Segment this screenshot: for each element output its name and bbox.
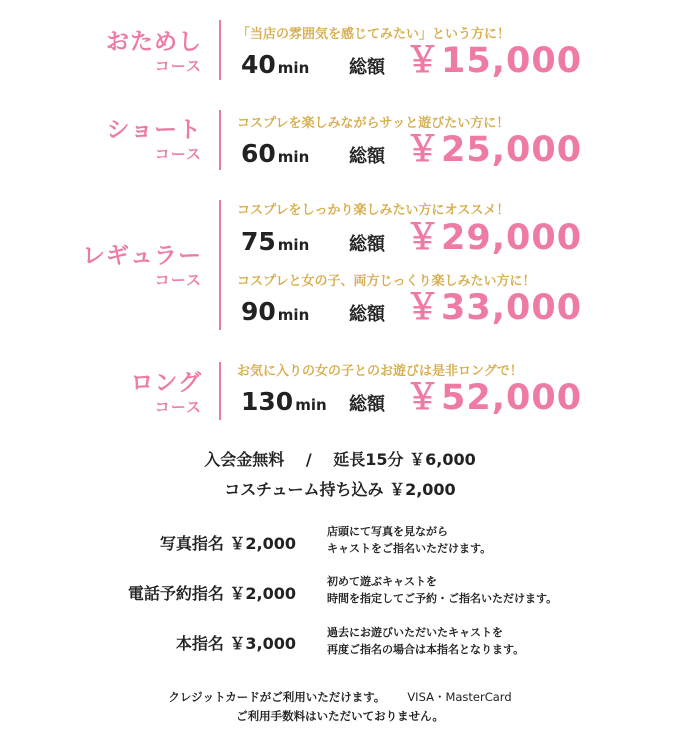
price: ￥33,000 <box>405 288 583 328</box>
duration: 75 min <box>241 227 310 256</box>
course-divider <box>219 20 221 80</box>
course-kind: コース <box>154 398 202 416</box>
duration: 40 min <box>241 50 310 79</box>
course-title <box>106 116 202 164</box>
nomination-phone: 電話予約指名 ￥2,000 <box>127 584 296 603</box>
course-name: ロング <box>130 370 202 396</box>
course-title <box>106 28 202 76</box>
price: ￥25,000 <box>405 130 583 170</box>
extras-line-1: 入会金無料 / 延長15分 ￥6,000 <box>204 450 476 469</box>
course-tagline: 「当店の雰囲気を感じてみたい」という方に！ <box>237 27 511 42</box>
duration: 130 min <box>241 387 327 416</box>
total-label: 総額 <box>349 57 385 78</box>
course-title <box>130 369 202 417</box>
nomination-phone-desc: 初めて遊ぶキャストを 時間を指定してご予約・ご指名いただけます。 <box>327 575 558 605</box>
duration: 90 min <box>241 297 310 326</box>
course-name: レギュラー <box>82 243 202 269</box>
total-label: 総額 <box>349 394 385 415</box>
course-kind: コース <box>154 271 202 289</box>
nomination-regular-desc: 過去にお遊びいただいたキャストを 再度ご指名の場合は本指名となります。 <box>327 626 525 656</box>
course-tagline: コスプレをしっかり楽しみたい方にオススメ！ <box>237 203 510 218</box>
price: ￥15,000 <box>405 41 583 81</box>
course-name: ショート <box>106 117 202 143</box>
total-label: 総額 <box>349 234 385 255</box>
total-label: 総額 <box>349 304 385 325</box>
footer-card: クレジットカードがご利用いただけます。 <box>168 690 386 704</box>
footer-fee: ご利用手数料はいただいておりません。 <box>236 709 444 723</box>
course-divider <box>219 362 221 420</box>
nomination-photo-desc: 店頭にて写真を見ながら キャストをご指名いただけます。 <box>327 525 492 555</box>
course-divider <box>219 200 221 330</box>
extras-line-2: コスチューム持ち込み ￥2,000 <box>224 480 456 499</box>
course-kind: コース <box>154 57 202 75</box>
nomination-regular: 本指名 ￥3,000 <box>175 634 296 653</box>
course-divider <box>219 110 221 170</box>
course-name: おためし <box>106 29 202 55</box>
course-tagline: コスプレを楽しみながらサッと遊びたい方に！ <box>237 116 510 131</box>
nomination-photo: 写真指名 ￥2,000 <box>159 534 296 553</box>
course-tagline: コスプレと女の子、両方じっくり楽しみたい方に！ <box>237 274 536 289</box>
course-tagline: お気に入りの女の子とのお遊びは是非ロングで！ <box>237 364 523 379</box>
course-kind: コース <box>154 145 202 163</box>
course-title <box>82 242 202 290</box>
price: ￥52,000 <box>405 378 583 418</box>
footer-brands: VISA・MasterCard <box>407 690 512 704</box>
price: ￥29,000 <box>405 218 583 258</box>
duration: 60 min <box>241 139 310 168</box>
total-label: 総額 <box>349 146 385 167</box>
footer-card-line <box>0 689 680 705</box>
